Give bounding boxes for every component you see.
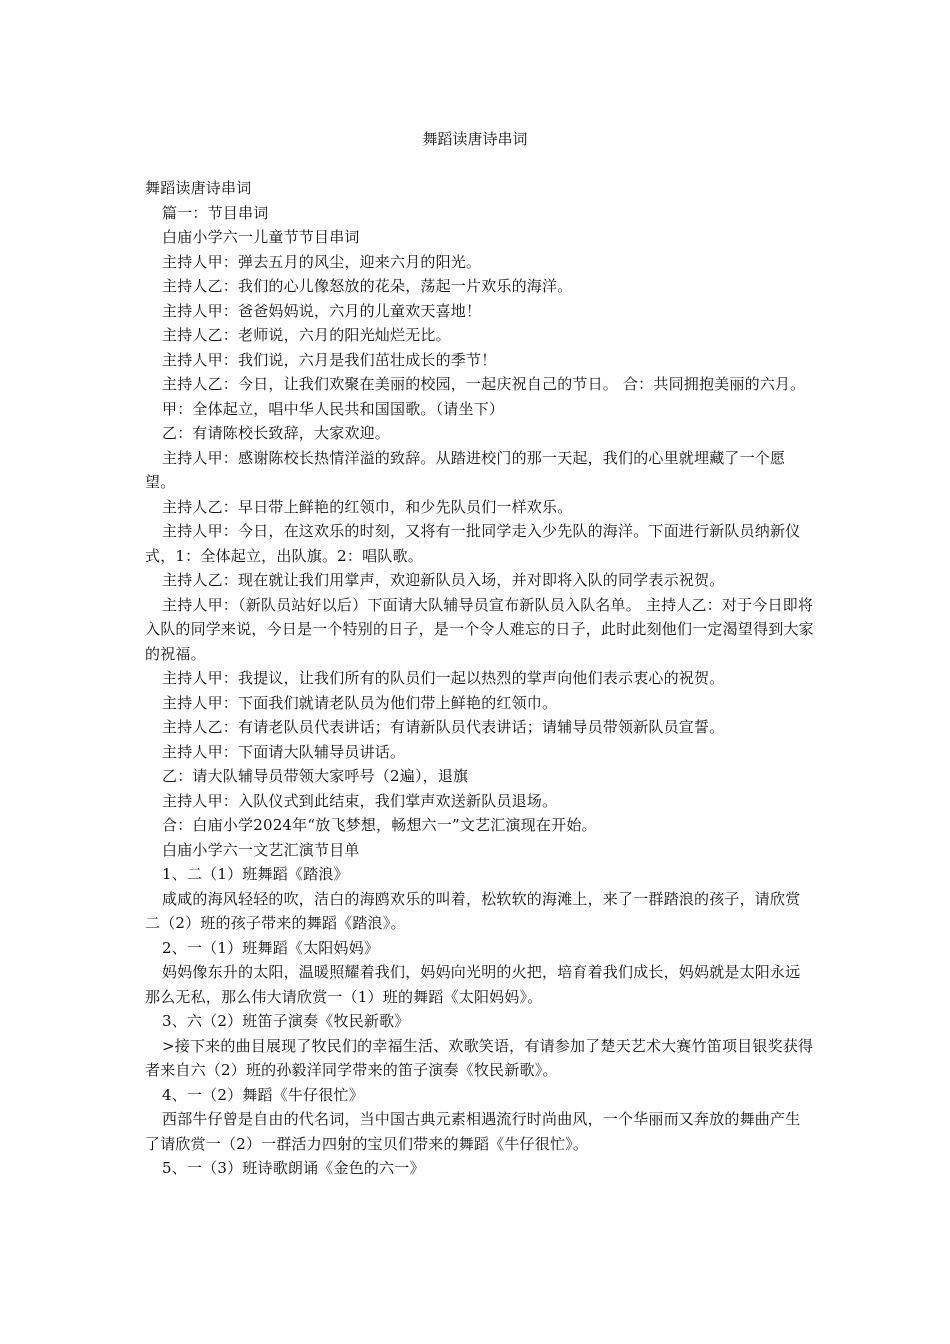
paragraph: 白庙小学六一儿童节节目串词: [162, 228, 360, 246]
paragraph: 合：白庙小学2024年“放飞梦想，畅想六一”文艺汇演现在开始。: [162, 816, 597, 834]
paragraph: 主持人甲：弹去五月的风尘，迎来六月的阳光。: [162, 252, 482, 271]
program-item-title: 3、六（2）班笛子演奏《牧民新歌》: [162, 1012, 410, 1030]
program-item-intro: 咸咸的海风轻轻的吹，洁白的海鸥欢乐的叫着，松软软的海滩上，来了一群踏浪的孩子，请欣赏二（2）班的孩子带来的舞蹈《踏浪》。: [145, 889, 801, 932]
paragraph: 主持人乙：老师说，六月的阳光灿烂无比。: [162, 326, 451, 344]
program-item-intro: >接下来的曲目展现了牧民们的幸福生活、欢歌笑语，有请参加了楚天艺术大赛竹笛项目银奖获得者来自六（2）班的孙毅洋同学带来的笛子演奏《牧民新歌》。: [145, 1036, 814, 1079]
paragraph: 主持人甲：（新队员站好以后）下面请大队辅导员宣布新队员入队名单。 主持人乙：对于今日即将入队的同学来说，今日是一个特别的日子，是一个令人难忘的日子，此时此刻他们一定渴望得到大家的祝福。: [145, 595, 814, 663]
paragraph: 主持人甲：我们说，六月是我们茁壮成长的季节！: [162, 350, 497, 369]
paragraph: 主持人甲：感谢陈校长热情洋溢的致辞。从踏进校门的那一天起，我们的心里就埋藏了一个愿望。: [145, 448, 786, 491]
paragraph: 主持人乙：今日，让我们欢聚在美丽的校园，一起庆祝自己的节日。 合：共同拥抱美丽的六月。: [162, 375, 806, 393]
paragraph: 主持人乙：现在就让我们用掌声，欢迎新队员入场，并对即将入队的同学表示祝贺。: [162, 571, 725, 589]
document-title: 舞蹈读唐诗串词: [422, 130, 528, 148]
paragraph: 乙：请大队辅导员带领大家呼号（2遍），退旗: [162, 767, 469, 785]
paragraph: 主持人甲：下面请大队辅导员讲话。: [162, 742, 406, 761]
paragraph: 主持人甲：我提议，让我们所有的队员们一起以热烈的掌声向他们表示衷心的祝贺。: [162, 669, 725, 687]
program-list-heading: 白庙小学六一文艺汇演节目单: [162, 840, 360, 859]
paragraph: 甲：全体起立，唱中华人民共和国国歌。（请坐下）: [162, 399, 505, 418]
program-item-title: 2、一（1）班舞蹈《太阳妈妈》: [162, 938, 380, 957]
paragraph: 主持人甲：今日，在这欢乐的时刻，又将有一批同学走入少先队的海洋。下面进行新队员纳新仪式，1：全体起立，出队旗。2：唱队歌。: [145, 522, 801, 565]
paragraph: 主持人乙：早日带上鲜艳的红领巾，和少先队员们一样欢乐。: [162, 497, 573, 516]
body-heading: 舞蹈读唐诗串词: [145, 179, 252, 197]
paragraph: 主持人乙：我们的心儿像怒放的花朵，荡起一片欢乐的海洋。: [162, 277, 573, 295]
paragraph: 篇一：节目串词: [162, 203, 269, 222]
paragraph: 主持人甲：爸爸妈妈说，六月的儿童欢天喜地！: [162, 301, 482, 320]
document-body: [145, 176, 815, 1181]
program-item-intro: 妈妈像东升的太阳，温暖照耀着我们，妈妈向光明的火把，培育着我们成长，妈妈就是太阳永远那么无私，那么伟大请欣赏一（1）班的舞蹈《太阳妈妈》。: [145, 963, 801, 1006]
program-item-intro: 西部牛仔曾是自由的代名词，当中国古典元素相遇流行时尚曲风，一个华丽而又奔放的舞曲产生了请欣赏一（2）一群活力四射的宝贝们带来的舞蹈《牛仔很忙》。: [145, 1110, 801, 1153]
program-item-title: 4、一（2）舞蹈《牛仔很忙》: [162, 1085, 364, 1104]
paragraph: 乙：有请陈校长致辞，大家欢迎。: [162, 424, 391, 442]
paragraph: 主持人乙：有请老队员代表讲话；有请新队员代表讲话；请辅导员带领新队员宣誓。: [162, 718, 725, 736]
program-item-title: 5、一（3）班诗歌朗诵《金色的六一》: [162, 1159, 425, 1177]
paragraph: 主持人甲：下面我们就请老队员为他们带上鲜艳的红领巾。: [162, 693, 558, 712]
program-item-title: 1、二（1）班舞蹈《踏浪》: [162, 865, 349, 883]
paragraph: 主持人甲：入队仪式到此结束，我们掌声欢送新队员退场。: [162, 791, 558, 810]
